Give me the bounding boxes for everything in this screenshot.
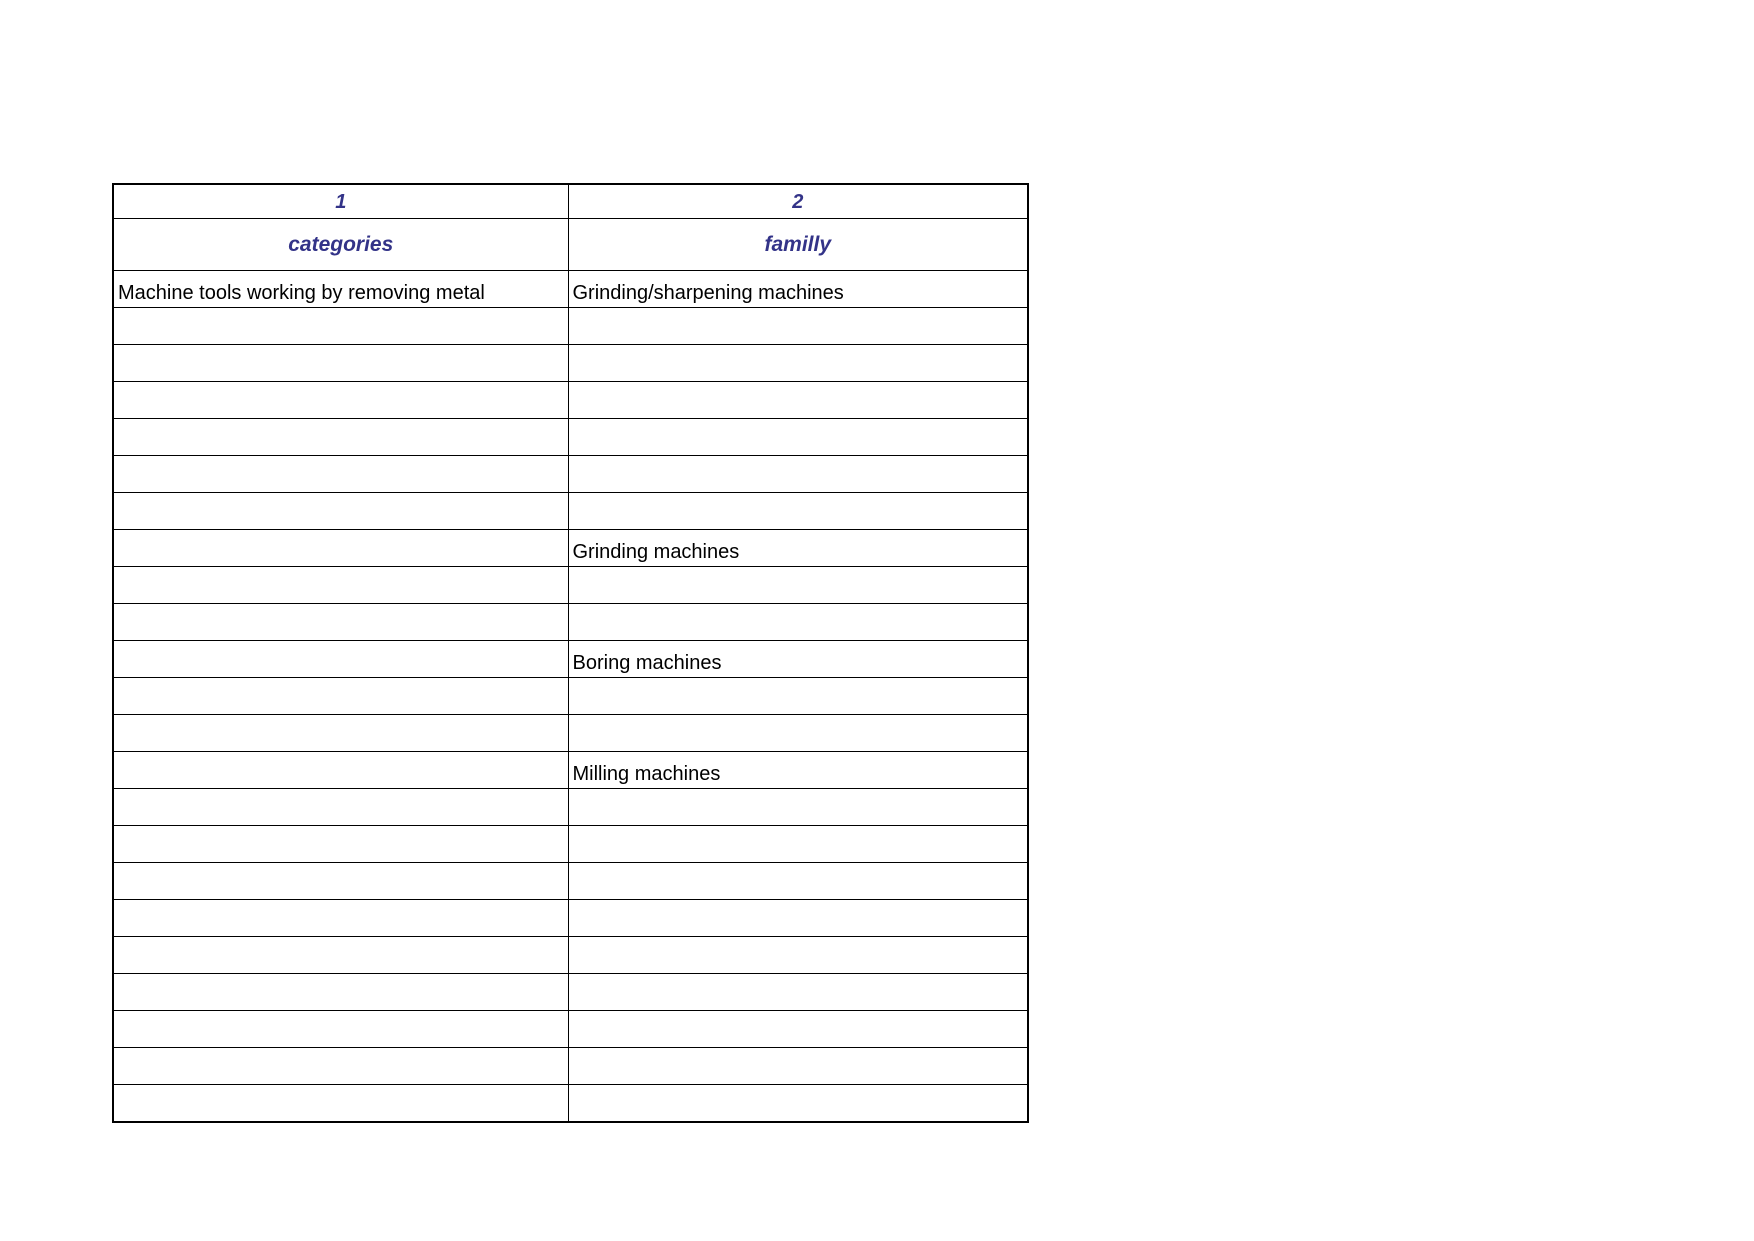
column-number-row <box>113 184 1028 219</box>
category-cell[interactable] <box>113 715 568 752</box>
family-cell[interactable] <box>568 1011 1028 1048</box>
category-cell[interactable] <box>113 1011 568 1048</box>
table-row <box>113 826 1028 863</box>
category-cell[interactable] <box>113 1085 568 1123</box>
category-cell[interactable] <box>113 345 568 382</box>
category-cell[interactable] <box>113 752 568 789</box>
family-cell[interactable] <box>568 789 1028 826</box>
category-cell[interactable] <box>113 641 568 678</box>
column-number-1[interactable]: 1 <box>113 184 568 219</box>
table-body <box>113 184 1028 1122</box>
table-row <box>113 271 1028 308</box>
table-row <box>113 456 1028 493</box>
category-cell[interactable]: Machine tools working by removing metal <box>113 271 568 308</box>
family-cell[interactable]: Boring machines <box>568 641 1028 678</box>
header-row <box>113 219 1028 271</box>
table-row <box>113 567 1028 604</box>
family-cell[interactable] <box>568 567 1028 604</box>
category-cell[interactable] <box>113 1048 568 1085</box>
table-row <box>113 789 1028 826</box>
header-categories[interactable]: categories <box>113 219 568 271</box>
table-row <box>113 530 1028 567</box>
spreadsheet-table <box>112 183 1029 1123</box>
family-cell[interactable] <box>568 678 1028 715</box>
table-row <box>113 382 1028 419</box>
family-cell[interactable] <box>568 345 1028 382</box>
category-cell[interactable] <box>113 974 568 1011</box>
table-row <box>113 937 1028 974</box>
table-row <box>113 641 1028 678</box>
category-cell[interactable] <box>113 382 568 419</box>
category-cell[interactable] <box>113 419 568 456</box>
family-cell[interactable] <box>568 715 1028 752</box>
category-cell[interactable] <box>113 530 568 567</box>
family-cell[interactable] <box>568 900 1028 937</box>
family-cell[interactable]: Grinding machines <box>568 530 1028 567</box>
table-row <box>113 493 1028 530</box>
category-cell[interactable] <box>113 456 568 493</box>
table-row <box>113 1011 1028 1048</box>
table-row <box>113 715 1028 752</box>
family-cell[interactable] <box>568 308 1028 345</box>
column-number-2[interactable]: 2 <box>568 184 1028 219</box>
table-row <box>113 604 1028 641</box>
category-cell[interactable] <box>113 863 568 900</box>
family-cell[interactable] <box>568 826 1028 863</box>
table-row <box>113 678 1028 715</box>
table-row <box>113 863 1028 900</box>
family-cell[interactable] <box>568 937 1028 974</box>
family-cell[interactable]: Milling machines <box>568 752 1028 789</box>
category-cell[interactable] <box>113 567 568 604</box>
table-row <box>113 752 1028 789</box>
family-cell[interactable] <box>568 1048 1028 1085</box>
category-cell[interactable] <box>113 604 568 641</box>
table-row <box>113 1048 1028 1085</box>
table-row <box>113 345 1028 382</box>
category-cell[interactable] <box>113 937 568 974</box>
table-row <box>113 974 1028 1011</box>
category-cell[interactable] <box>113 826 568 863</box>
family-cell[interactable] <box>568 604 1028 641</box>
category-cell[interactable] <box>113 789 568 826</box>
category-cell[interactable] <box>113 308 568 345</box>
family-cell[interactable] <box>568 456 1028 493</box>
header-familly[interactable]: familly <box>568 219 1028 271</box>
family-cell[interactable] <box>568 1085 1028 1123</box>
family-cell[interactable] <box>568 863 1028 900</box>
table-row <box>113 900 1028 937</box>
family-cell[interactable] <box>568 382 1028 419</box>
category-cell[interactable] <box>113 900 568 937</box>
category-cell[interactable] <box>113 493 568 530</box>
family-cell[interactable]: Grinding/sharpening machines <box>568 271 1028 308</box>
family-cell[interactable] <box>568 419 1028 456</box>
family-cell[interactable] <box>568 974 1028 1011</box>
table-row <box>113 1085 1028 1123</box>
category-cell[interactable] <box>113 678 568 715</box>
table-row <box>113 308 1028 345</box>
family-cell[interactable] <box>568 493 1028 530</box>
table-row <box>113 419 1028 456</box>
